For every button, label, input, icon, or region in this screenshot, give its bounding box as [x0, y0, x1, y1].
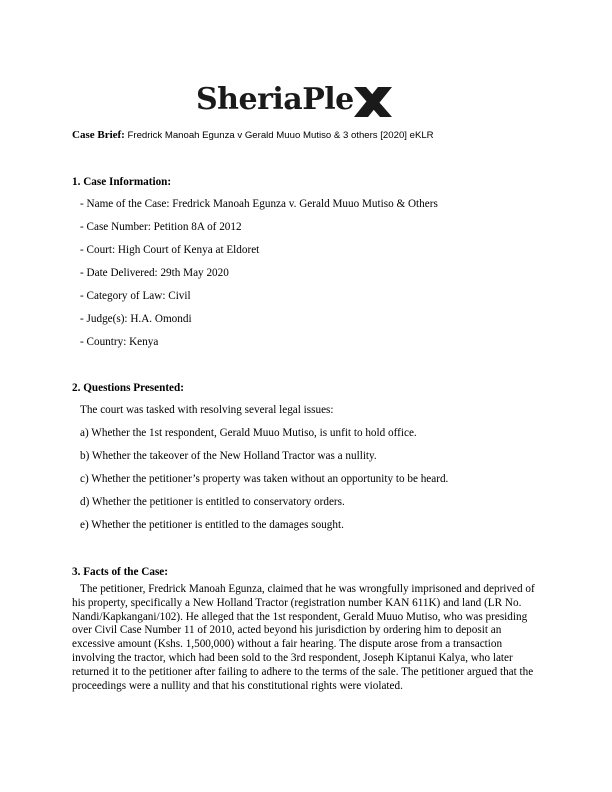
info-item-date: - Date Delivered: 29th May 2020 [80, 267, 229, 279]
question-a: a) Whether the 1st respondent, Gerald Muuo Mutiso, is unfit to hold office. [80, 427, 417, 439]
question-d: d) Whether the petitioner is entitled to conservatory orders. [80, 496, 345, 508]
logo-wordmark: SheriaPle [196, 82, 354, 117]
sheriaplex-logo [196, 80, 416, 120]
logo-x-icon [352, 85, 394, 119]
info-item-number: - Case Number: Petition 8A of 2012 [80, 221, 242, 233]
question-c: c) Whether the petitioner’s property was taken without an opportunity to be heard. [80, 473, 449, 485]
section-heading-questions: 2. Questions Presented: [72, 382, 184, 394]
case-brief-line [72, 129, 552, 141]
section-heading-case-information: 1. Case Information: [72, 176, 172, 188]
questions-intro: The court was tasked with resolving several legal issues: [80, 404, 334, 416]
section-heading-facts: 3. Facts of the Case: [72, 566, 169, 578]
info-item-country: - Country: Kenya [80, 336, 159, 348]
case-brief-title: Fredrick Manoah Egunza v Gerald Muuo Mutiso & 3 others [2020] eKLR [127, 130, 434, 141]
question-b: b) Whether the takeover of the New Holland Tractor was a nullity. [80, 450, 377, 462]
facts-paragraph: The petitioner, Fredrick Manoah Egunza, claimed that he was wrongfully imprisoned and deprived of his property, specifically a New Holland Tractor (registration number KAN 611K) and land (LR No. Nandi/Kapkangani/102). He alleged that the 1st respondent, Gerald Muuo Mutiso, who was presiding over Civil Case Number 11 of 2010, acted beyond his jurisdiction by ordering him to deposit an excessive amount (Kshs. 1,500,000) without a fair hearing. The dispute arose from a transaction involving the tractor, which had been sold to the 3rd respondent, Joseph Kiptanui Kalya, who later returned it to the petitioner after failing to adhere to the terms of the sale. The petitioner argued that the proceedings were a nullity and that his constitutional rights were violated. [72, 583, 535, 692]
question-e: e) Whether the petitioner is entitled to the damages sought. [80, 519, 344, 531]
info-item-category: - Category of Law: Civil [80, 290, 191, 302]
info-item-court: - Court: High Court of Kenya at Eldoret [80, 244, 260, 256]
info-item-judges: - Judge(s): H.A. Omondi [80, 313, 192, 325]
case-brief-label: Case Brief: [72, 129, 125, 141]
info-item-name: - Name of the Case: Fredrick Manoah Egunza v. Gerald Muuo Mutiso & Others [80, 198, 438, 210]
